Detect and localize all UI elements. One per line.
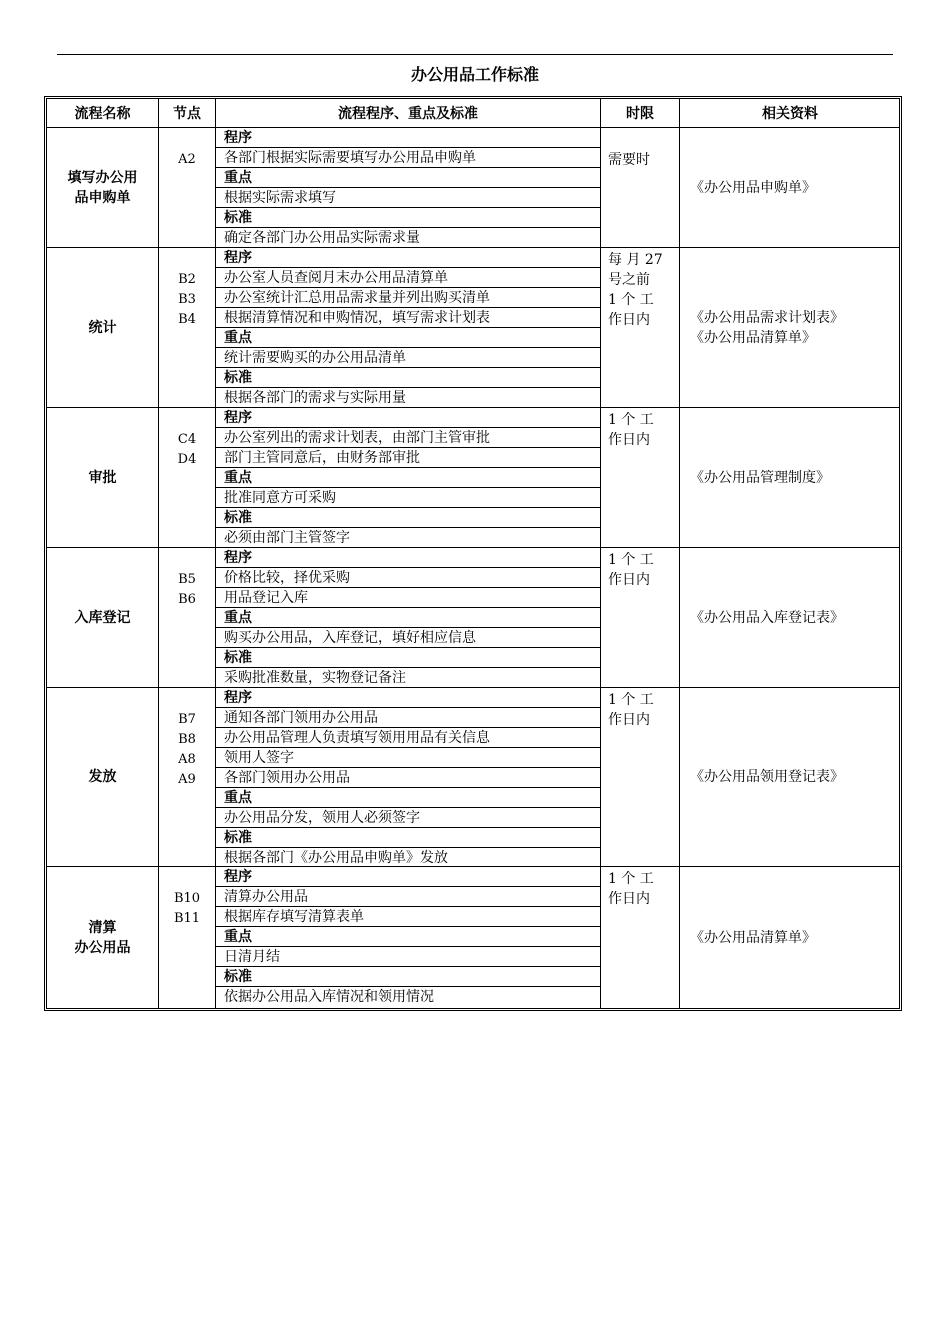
procedure-step: 部门主管同意后，由财务部审批 [216, 448, 600, 468]
procedure-step: 购买办公用品，入库登记，填好相应信息 [216, 628, 600, 648]
procedure-step: 根据清算情况和申购情况，填写需求计划表 [216, 308, 600, 328]
procedure-step: 价格比较，择优采购 [216, 568, 600, 588]
node-code: A9 [178, 772, 196, 787]
time-limit-text: 作日内 [608, 312, 650, 328]
node-list [159, 570, 215, 610]
node-code: B4 [178, 312, 196, 327]
flow-name-cell [47, 248, 158, 407]
related-document [680, 867, 900, 1009]
flow-name-text: 发放 [88, 769, 117, 785]
procedure-step: 办公室统计汇总用品需求量并列出购买清单 [216, 288, 600, 308]
header-related-docs: 相关资料 [762, 106, 818, 122]
related-document [680, 688, 900, 866]
procedure-step: 统计需要购买的办公用品清单 [216, 348, 600, 368]
time-limit-text: 1 个 工 [608, 552, 654, 568]
procedure-step: 领用人签字 [216, 748, 600, 768]
procedure-step: 必须由部门主管签字 [224, 530, 350, 546]
procedure-step: 各部门领用办公用品 [216, 768, 600, 788]
node-code: D4 [177, 452, 197, 467]
procedure-section-heading: 程序 [216, 408, 600, 428]
flow-name-text: 清算 [88, 920, 117, 936]
flow-name-text: 填写办公用 [67, 169, 138, 186]
procedure-section-heading: 标准 [216, 208, 600, 228]
procedure-step: 日清月结 [216, 947, 600, 967]
time-limit [608, 150, 676, 170]
node-code: A2 [178, 152, 196, 167]
node-code: B8 [178, 732, 196, 747]
procedure-step: 根据实际需求填写 [216, 188, 600, 208]
node-list [159, 710, 215, 790]
procedure-section-heading: 程序 [216, 688, 600, 708]
time-limit-text: 1 个 工 [608, 871, 654, 887]
header-node: 节点 [173, 106, 201, 122]
procedure-section-heading: 重点 [216, 788, 600, 808]
time-limit [608, 550, 676, 590]
node-list [159, 889, 215, 929]
related-document [680, 248, 900, 407]
flow-name-text: 品申购单 [74, 189, 131, 206]
procedure-section-heading: 标准 [216, 368, 600, 388]
node-code: B2 [178, 272, 196, 287]
node-code: B5 [178, 572, 196, 587]
flow-name-cell [47, 867, 158, 1009]
node-list [159, 270, 215, 330]
node-code: B7 [178, 712, 196, 727]
procedure-step: 根据各部门的需求与实际用量 [224, 390, 406, 406]
procedure-section-heading: 重点 [216, 328, 600, 348]
procedure-section-heading: 重点 [216, 468, 600, 488]
time-limit-text: 1 个 工 [608, 692, 654, 708]
column-divider [158, 99, 159, 1008]
related-document-text: 《办公用品入库登记表》 [690, 609, 844, 626]
procedure-step: 办公用品分发，领用人必须签字 [216, 808, 600, 828]
flow-name-cell [47, 408, 158, 547]
procedure-step: 各部门根据实际需要填写办公用品申购单 [216, 148, 600, 168]
time-limit-text: 每 月 27 [608, 252, 663, 268]
node-code: C4 [177, 432, 197, 447]
node-code: B11 [173, 911, 201, 926]
time-limit-text: 号之前 [608, 272, 650, 288]
column-divider [600, 99, 601, 1008]
procedure-section-heading: 重点 [216, 927, 600, 947]
work-standard-table [44, 96, 902, 1011]
related-document-text: 《办公用品清算单》 [690, 329, 816, 346]
node-list [159, 430, 215, 470]
time-limit-text: 需要时 [608, 152, 650, 168]
procedure-step: 用品登记入库 [216, 588, 600, 608]
time-limit-text: 作日内 [608, 712, 650, 728]
procedure-section-heading: 重点 [216, 168, 600, 188]
procedure-section-heading: 标准 [216, 828, 600, 848]
related-document-text: 《办公用品需求计划表》 [690, 309, 844, 326]
flow-name-text: 审批 [88, 469, 117, 486]
flow-name-cell [47, 128, 158, 247]
procedure-step: 办公室列出的需求计划表，由部门主管审批 [216, 428, 600, 448]
procedure-step: 根据库存填写清算表单 [216, 907, 600, 927]
related-document [680, 408, 900, 547]
procedure-step: 清算办公用品 [216, 887, 600, 907]
header-time-limit: 时限 [626, 106, 654, 122]
time-limit-text: 作日内 [608, 432, 650, 448]
related-document [680, 128, 900, 247]
header-flow-name: 流程名称 [74, 106, 131, 122]
top-rule [57, 54, 893, 55]
procedure-section-heading: 程序 [216, 248, 600, 268]
node-code: B10 [173, 891, 201, 906]
flow-name-text: 入库登记 [74, 609, 131, 626]
related-document-text: 《办公用品清算单》 [690, 930, 816, 946]
procedure-step: 办公室人员查阅月末办公用品清算单 [216, 268, 600, 288]
node-list [159, 150, 215, 170]
time-limit [608, 410, 676, 450]
procedure-step: 采购批准数量，实物登记备注 [224, 670, 406, 686]
procedure-section-heading: 程序 [216, 867, 600, 887]
page-title: 办公用品工作标准 [410, 65, 539, 84]
time-limit [608, 690, 676, 730]
related-document-text: 《办公用品领用登记表》 [690, 769, 844, 785]
procedure-step: 办公用品管理人负责填写领用用品有关信息 [216, 728, 600, 748]
procedure-step: 依据办公用品入库情况和领用情况 [224, 989, 434, 1005]
procedure-step: 确定各部门办公用品实际需求量 [224, 230, 420, 246]
procedure-section-heading: 重点 [216, 608, 600, 628]
procedure-step: 通知各部门领用办公用品 [216, 708, 600, 728]
procedure-section-heading: 标准 [216, 508, 600, 528]
time-limit-text: 1 个 工 [608, 292, 654, 308]
procedure-section-heading: 程序 [216, 548, 600, 568]
related-document-text: 《办公用品申购单》 [690, 179, 816, 196]
node-code: A8 [178, 752, 196, 767]
time-limit [608, 250, 676, 330]
procedure-section-heading: 标准 [216, 967, 600, 987]
procedure-section-heading: 标准 [216, 648, 600, 668]
time-limit [608, 869, 676, 909]
time-limit-text: 作日内 [608, 891, 650, 907]
time-limit-text: 作日内 [608, 572, 650, 588]
flow-name-cell [47, 688, 158, 866]
related-document-text: 《办公用品管理制度》 [690, 469, 830, 486]
procedure-step: 根据各部门《办公用品申购单》发放 [224, 850, 448, 866]
related-document [680, 548, 900, 687]
flow-name-text: 统计 [88, 319, 117, 336]
node-code: B3 [178, 292, 196, 307]
node-code: B6 [178, 592, 196, 607]
procedure-step: 批准同意方可采购 [216, 488, 600, 508]
procedure-section-heading: 程序 [216, 128, 600, 148]
flow-name-cell [47, 548, 158, 687]
flow-name-text: 办公用品 [74, 940, 131, 956]
time-limit-text: 1 个 工 [608, 412, 654, 428]
header-procedure: 流程程序、重点及标准 [338, 106, 478, 122]
